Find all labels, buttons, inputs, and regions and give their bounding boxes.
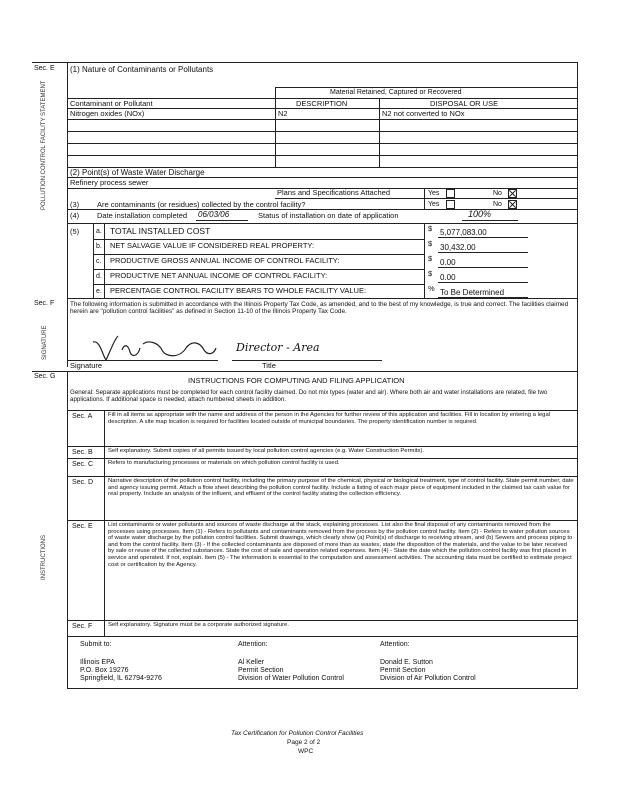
instruction-text: Narrative description of the pollution control facility, including the primary purpose of the chemical, physical or biological treatment, type of control facility. State permit number, date and agency issuing permit. Attach a flow sheet describing the pollution control facility. Include a listing of each major piece of equipment included in the claimed tax cash value for real property. Include an analysis of the influent, and effluent of the control facility stating the collection efficiency. [108,478,574,498]
cost-row-rule [93,269,424,270]
table-row-rule [68,155,577,156]
instruction-text: Self explanatory. Submit copies of all permits issued by local pollution control agencies (e.g. Water Construction Permits). [108,448,424,454]
instruction-divider [104,520,105,620]
waste-value: Refinery process sewer [70,178,149,187]
cost-item-value: 30,432.00 [440,243,476,252]
plans-label: Plans and Specifications Attached [277,188,390,197]
q3-yes-label: Yes [428,201,440,208]
attention-2-line-2: Permit Section [380,667,426,674]
right-frame-rule [577,62,578,374]
instruction-divider [104,620,105,636]
signature-label: Signature [70,361,103,370]
table-row-1-contaminant: Nitrogen oxides (NOx) [70,109,145,118]
attention-1-label: Attention: [238,641,268,648]
section-e-side-label: POLLUTION CONTROL FACILITY STATEMENT [41,80,47,210]
q4-status-underline [462,220,518,221]
section-g-label: Sec. G [34,373,56,380]
q5-number: (5) [70,227,80,236]
section-e-label: Sec. E [34,65,55,72]
cost-item-currency: $ [428,224,433,233]
table-row-1-disposal: N2 not converted to NOx [382,109,465,118]
table-row-rule [68,131,577,132]
cost-item-letter: a. [96,228,102,235]
title-label: Title [262,361,276,370]
col-disposal-header: DISPOSAL OR USE [430,99,499,108]
submit-top-rule [68,636,578,637]
cost-item-value-underline [438,237,528,238]
cost-item-label: NET SALVAGE VALUE IF CONSIDERED REAL PROPERTY: [110,241,315,250]
instruction-sec-label: Sec. C [72,461,94,468]
q4-rule [68,223,577,224]
instruction-row-rule [68,520,578,521]
table-row-1-description: N2 [278,109,288,118]
q4-date-underline [196,220,248,221]
footer-line-1: Tax Certification for Pollution Control Facilities [231,730,364,737]
cost-item-currency: $ [428,239,433,248]
plans-yes-checkbox[interactable] [446,189,455,198]
instruction-text: Refers to manufacturing processes or materials on which pollution control facility is used. [108,460,340,466]
q3-rule [68,209,577,210]
top-frame-rule [32,62,578,63]
instruction-row-rule [68,458,578,459]
section-f-bottom-rule [32,371,578,372]
q5-divider-letter [104,223,105,298]
instruction-row-rule [68,446,578,447]
q3-yes-checkbox[interactable] [446,200,455,209]
submit-bottom-rule [68,688,578,689]
instruction-divider [104,410,105,446]
q3-number: (3) [70,200,80,209]
q4-status-label: Status of installation on date of application [258,211,399,220]
plans-rule [275,198,577,199]
col-contaminant-header: Contaminant or Pollutant [70,99,153,108]
attention-2-label: Attention: [380,641,410,648]
cost-item-letter: c. [96,258,102,265]
cost-row-rule [93,284,424,285]
section-f-text: The following information is submitted in accordance with the Illinois Property Tax Code, as amended, and to the best of my knowledge, is true and correct. The facilities claimed herein are "pollution control facilities" as defined in Section 11-10 of the Illinois Property Tax Code. [70,301,569,316]
q3-no-label: No [493,201,502,208]
instruction-text: Fill in all items as appropriate with the name and address of the person in the Agencies for further review of this application and facilities. Fill in location by entering a legal description. A site map location is required for facilities located outside of municipal boundaries. The property identification number is required. [108,412,551,425]
q4-number: (4) [70,211,80,220]
instruction-sec-label: Sec. A [72,413,93,420]
instruction-text: Self explanatory. Signature must be a corporate authorized signature. [108,622,289,628]
q3-label: Are contaminants (or residues) collected by the control facility? [97,200,306,209]
material-header-top-rule [275,87,577,88]
address-line-3: Springfield, IL 62794-9276 [80,675,162,682]
instruction-row-rule [68,410,578,411]
q4-date: 06/03/06 [198,210,230,219]
cost-row-rule [93,239,424,240]
section-e-bottom-rule [68,298,577,299]
plans-no-label: No [493,190,502,197]
material-header: Material Retained, Captured or Recovered [330,89,462,96]
instruction-divider [104,446,105,458]
instruction-sec-label: Sec. B [72,449,93,456]
cost-item-value-underline [438,282,528,283]
section-f-side-label: SIGNATURE [42,325,48,360]
title-line [232,360,382,361]
col-description-header: DESCRIPTION [296,99,348,108]
instruction-divider [104,458,105,476]
q4-label: Date installation completed [97,211,188,220]
table-row-rule [68,119,577,120]
column-header-bottom-rule [68,108,577,109]
cost-item-label: PRODUCTIVE NET ANNUAL INCOME OF CONTROL FACILITY: [110,271,328,280]
section-g-left-rule [67,371,68,689]
plans-yes-label: Yes [428,190,440,197]
table-row-rule [68,143,577,144]
instruction-sec-label: Sec. E [72,523,93,530]
footer-line-2: Page 2 of 2 [287,739,321,746]
instruction-row-rule [68,620,578,621]
cost-item-letter: d. [96,273,102,280]
title-signed: Director - Area [236,341,320,354]
table-divider-2 [379,98,380,167]
section-f-label: Sec. F [34,300,55,307]
attention-2-line-3: Division of Air Pollution Control [380,675,476,682]
cost-row-rule [93,254,424,255]
cost-item-letter: b. [96,243,102,250]
submit-to-label: Submit to: [80,641,112,648]
cost-item-label: PRODUCTIVE GROSS ANNUAL INCOME OF CONTROL FACILITY: [110,256,340,265]
instruction-divider [104,476,105,520]
attention-1-line-3: Division of Water Pollution Control [238,675,344,682]
cost-item-value-underline [438,252,528,253]
q4-status-value: 100% [468,209,492,219]
q5-divider-value [424,223,425,298]
instruction-sec-label: Sec. F [72,623,93,630]
instruction-row-rule [68,476,578,477]
section-g-general: General: Separate applications must be completed for each control facility claimed. Do not mix types (water and air). Where both air and water installations are related, file two applications. If additional space is needed, attach numbered sheets in addition. [70,389,548,404]
cost-item-value: 0.00 [440,273,456,282]
instruction-text: List contaminants or water pollutants and sources of waste discharge at the stack, explaining processes. List also the final disposal of any contaminants removed from the processes using processes. Item (1) - Refers to pollutants and contaminants removed from the process by the pollution control facility. Item (2) - Refers to water pollution sources of waste water discharge by the pollution control facilities. Submit drawings, which clearly show (a) Point(s) of discharge to receiving stream, and (b) Sewers and process piping to and from the control facility. Item (3) - If the collected contaminants are disposed of more than as wastes, state the disposition of the materials, and the value to be later received by sale or reuse of the collected substances. State the cost of sale and operation related expenses. Item (4) - State the date which the pollution control facility was first placed in service and operated. If not, explain. Item (5) - The information is essential to the computation and assessment activities. The accounting data must be certified to estimate project cost or certification by the Agency. [108,522,573,568]
q5-divider-left [93,223,94,298]
instruction-sec-label: Sec. D [72,479,94,486]
cost-item-currency: $ [428,269,433,278]
address-line-1: Illinois EPA [80,659,115,666]
cost-item-letter: e. [96,288,102,295]
cost-item-value: 5,077,083.00 [440,228,487,237]
section-g-side-label: INSTRUCTIONS [41,535,47,580]
cost-item-label: TOTAL INSTALLED COST [110,226,211,236]
cost-item-value: 0.00 [440,258,456,267]
address-line-2: P.O. Box 19276 [80,667,129,674]
section-g-right-rule [577,371,578,689]
attention-1-line-1: Al Keller [238,659,265,666]
attention-1-line-2: Permit Section [238,667,284,674]
plans-no-checkbox[interactable] [508,189,517,198]
footer-line-3: WPC [298,748,314,755]
q3-no-checkbox[interactable] [508,200,517,209]
waste-title: (2) Point(s) of Waste Water Discharge [70,168,205,177]
cost-item-currency: % [428,284,435,293]
cost-item-label: PERCENTAGE CONTROL FACILITY BEARS TO WHOLE FACILITY VALUE: [110,286,367,295]
cost-item-value-underline [438,267,528,268]
attention-2-line-1: Donald E. Sutton [380,659,433,666]
cost-item-currency: $ [428,254,433,263]
nature-title: (1) Nature of Contaminants or Pollutants [70,65,214,74]
section-g-heading: INSTRUCTIONS FOR COMPUTING AND FILING APPLICATION [188,376,405,385]
cost-item-value: To Be Determined [440,288,505,297]
